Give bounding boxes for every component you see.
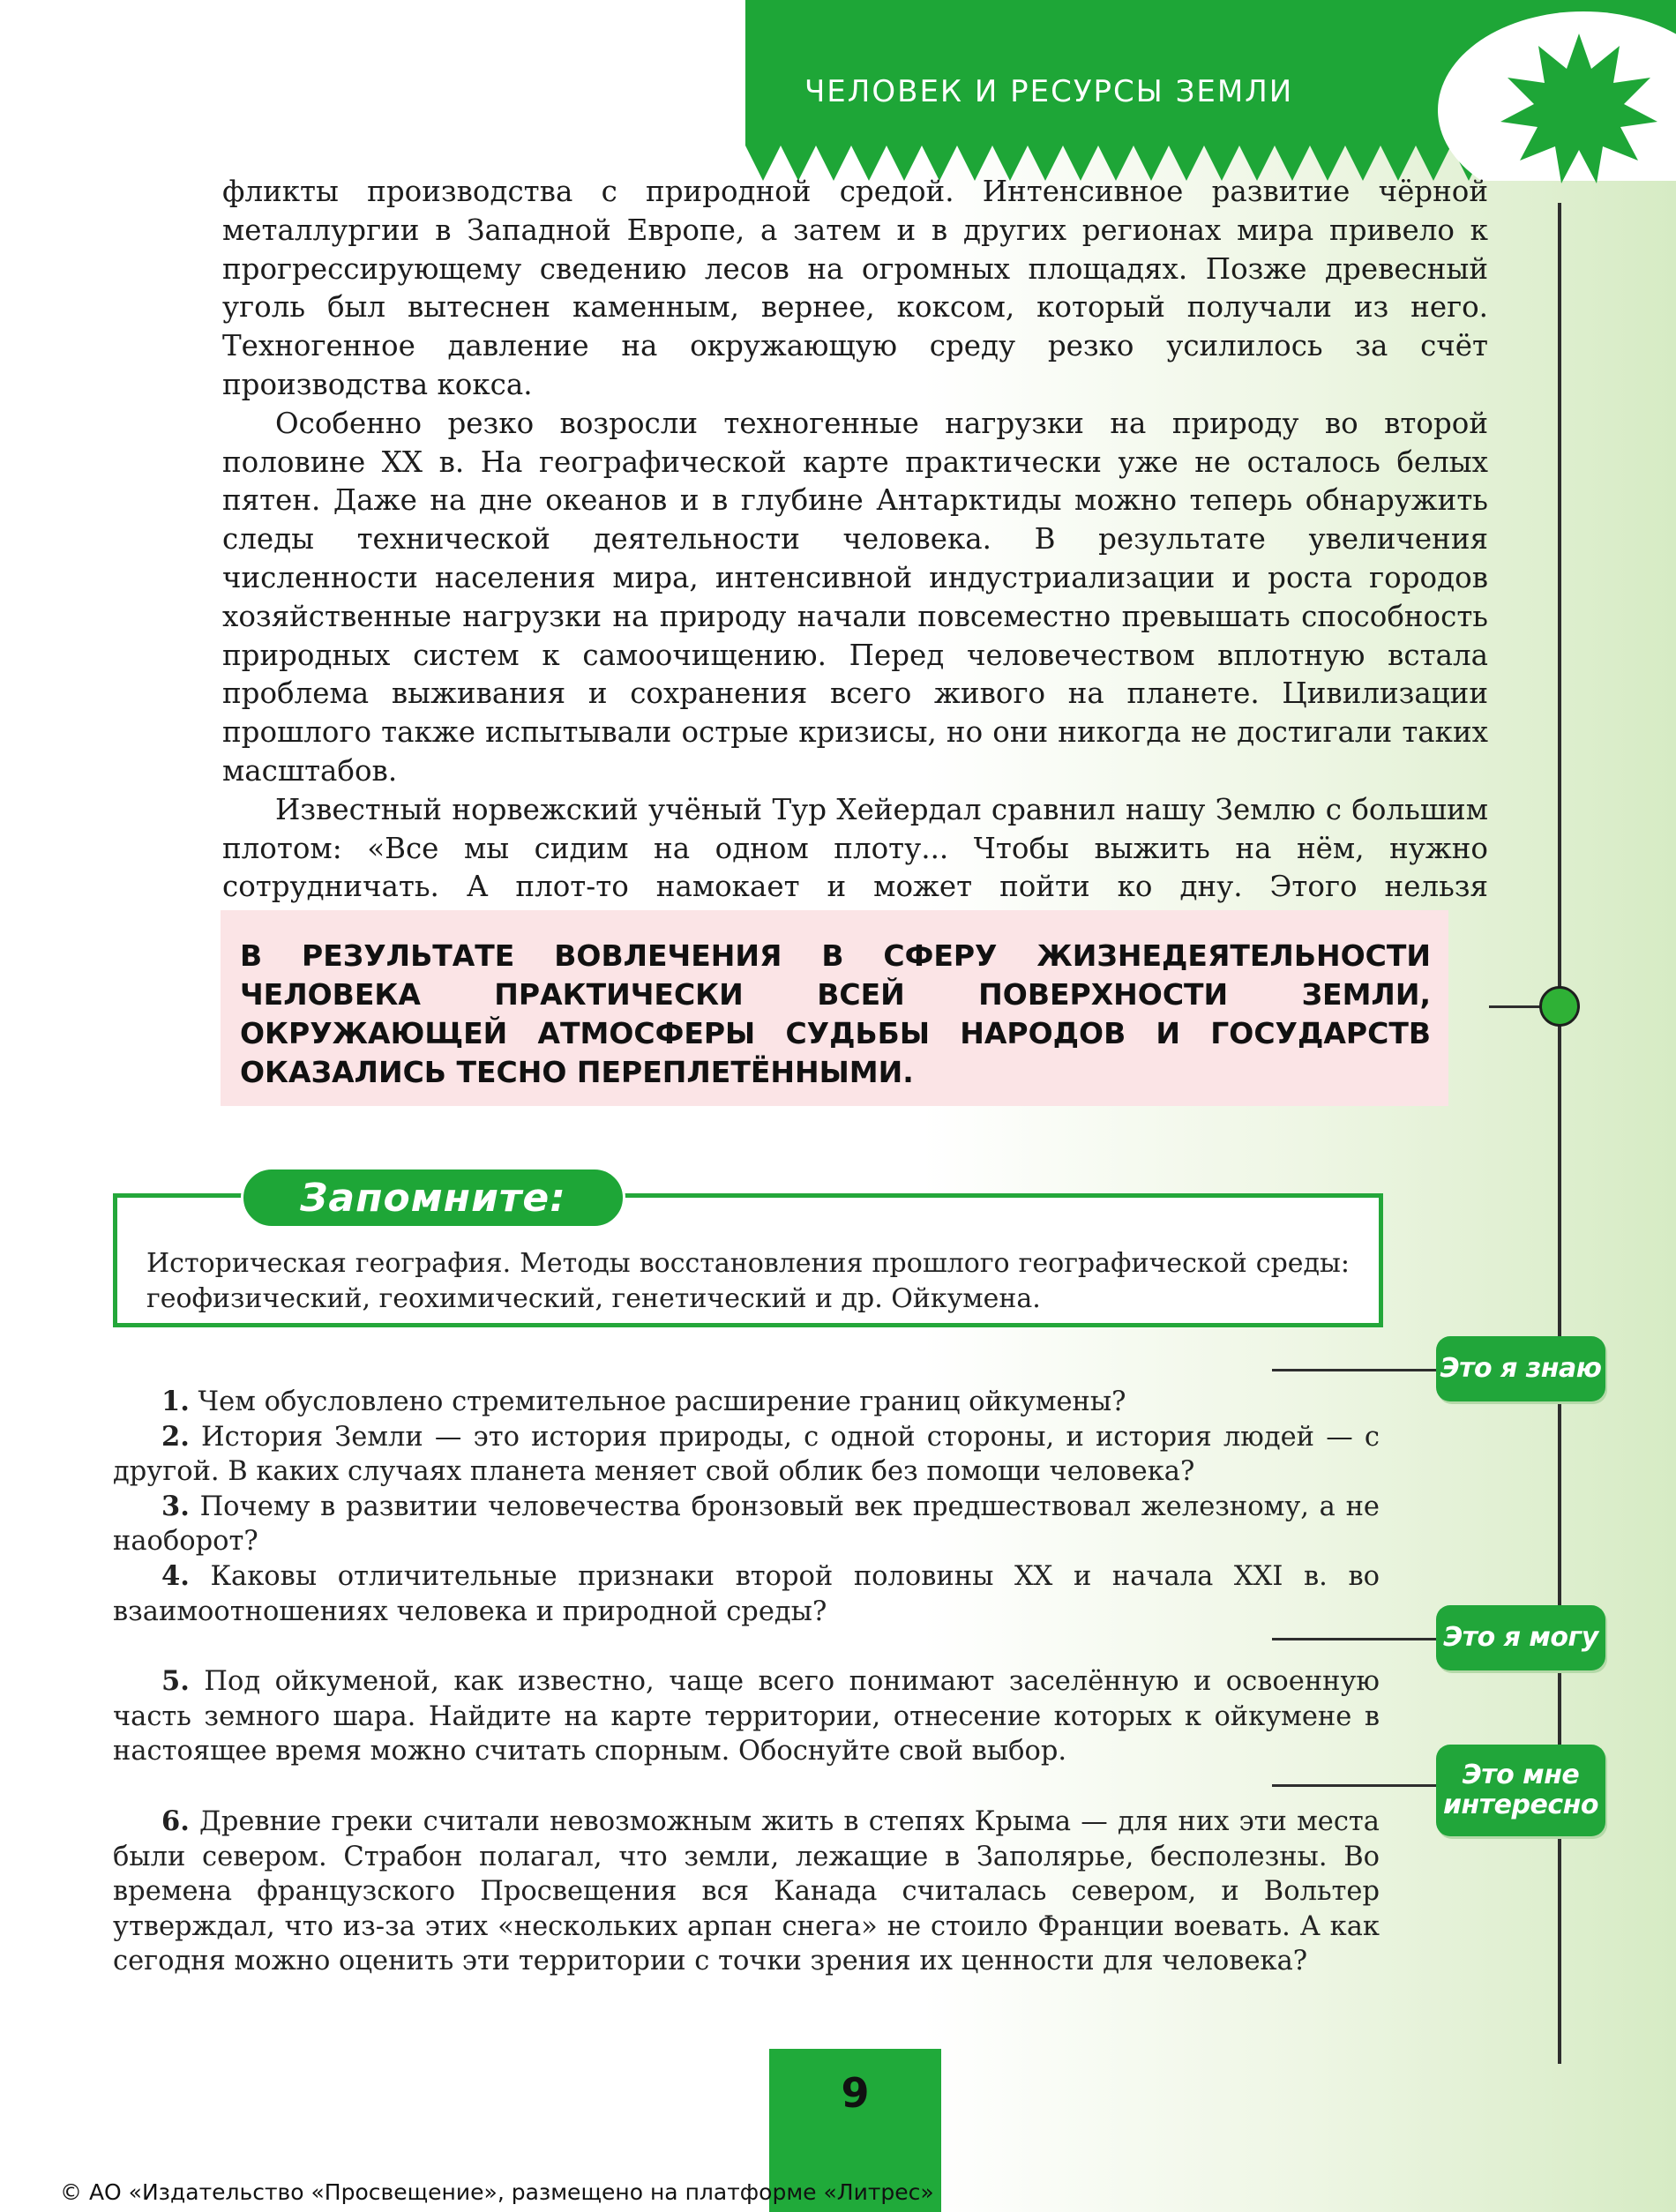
question-item xyxy=(113,1559,1380,1629)
key-statement-text: В РЕЗУЛЬТАТЕ ВОВЛЕЧЕНИЯ В СФЕРУ ЖИЗНЕДЕЯТЕЛЬНОСТИ ЧЕЛОВЕКА ПРАКТИЧЕСКИ ВСЕЙ ПОВЕРХНОСТИ ЗЕМЛИ, ОКРУЖАЮЩЕЙ АТМОСФЕРЫ СУДЬБЫ НАРОДОВ И ГОСУДАРСТВ ОКАЗАЛИСЬ ТЕСНО ПЕРЕПЛЕТЁННЫМИ. xyxy=(240,938,1431,1089)
star-emblem-icon xyxy=(1495,26,1663,194)
remember-text: Историческая география. Методы восстановления прошлого географической среды: геофизический, геохимический, генетический и др. Ойкумена. xyxy=(146,1248,1350,1314)
chapter-title: ЧЕЛОВЕК И РЕСУРСЫ ЗЕМЛИ xyxy=(804,74,1294,109)
tag-interesting-line1: Это мне xyxy=(1462,1760,1580,1790)
question-item xyxy=(113,1490,1380,1559)
tag-can-label: Это я могу xyxy=(1443,1622,1598,1653)
highlight-marker-dot xyxy=(1539,986,1580,1027)
question-item xyxy=(113,1664,1380,1769)
question-number: 4. xyxy=(161,1559,190,1592)
page-number: 9 xyxy=(769,2049,941,2212)
tag-know xyxy=(1436,1336,1605,1401)
paragraph: Известный норвежский учёный Тур Хейердал сравнил нашу Землю с большим плотом: «Все мы сидим на одном плоту... Чтобы выжить на нём, нужно сотрудничать. А плот-то намокает и может пойти ко дну. Этого нельзя xyxy=(222,792,1488,904)
tag-interesting xyxy=(1436,1745,1605,1836)
copyright-notice: © АО «Издательство «Просвещение», размещено на платформе «Литрес» xyxy=(60,2179,934,2205)
question-number: 5. xyxy=(161,1665,190,1698)
paragraph: Особенно резко возросли техногенные нагрузки на природу во второй половине XX в. На географической карте практически уже не осталось белых пятен. Даже на дне океанов и в глубине Антарктиды можно теперь обнаружить следы технической деятельности человека. В результате увеличения численности населения мира, интенсивной индустриализации и роста городов хозяйственные нагрузки на природу начали повсеместно превышать способность природных систем к самоочищению. Перед человечеством вплотную встала проблема выживания и сохранения всего живого на планете. Цивилизации прошлого также испытывали острые кризисы, но они никогда не достигали таких масштабов. xyxy=(222,406,1488,788)
body-text xyxy=(222,173,1488,945)
paragraph: фликты производства с природной средой. Интенсивное развитие чёрной металлургии в Западной Европе, а затем и в других регионах мира привело к прогрессирующему сведению лесов на огромных площадях. Позже древесный уголь был вытеснен каменным, вернее, коксом, который получали из него. Техногенное давление на окружающую среду резко усилилось за счёт производства кокса. xyxy=(222,175,1488,401)
question-text: Под ойкуменой, как известно, чаще всего понимают заселённую и освоенную часть земного шара. Найдите на карте территории, отнесение которых к ойкумене в настоящее время можно считать спорным. Обоснуйте свой выбор. xyxy=(113,1666,1380,1767)
question-item xyxy=(113,1385,1380,1420)
question-text: Почему в развитии человечества бронзовый век предшествовал железному, а не наоборот? xyxy=(113,1491,1380,1558)
know-connector xyxy=(1272,1369,1440,1371)
key-statement-box xyxy=(221,910,1448,1106)
tag-know-label: Это я знаю xyxy=(1440,1353,1602,1384)
question-text: Каковы отличительные признаки второй половины XX и начала XXI в. во взаимоотношениях человека и природной среды? xyxy=(113,1560,1380,1627)
question-number: 6. xyxy=(161,1805,190,1837)
question-text: Чем обусловлено стремительное расширение границ ойкумены? xyxy=(198,1386,1126,1417)
remember-title: Запомните: xyxy=(241,1167,625,1229)
question-text: История Земли — это история природы, с одной стороны, и история людей — с другой. В каких случаях планета меняет свой облик без помощи человека? xyxy=(113,1421,1380,1488)
question-number: 3. xyxy=(161,1490,190,1522)
question-item xyxy=(113,1805,1380,1979)
question-text: Древние греки считали невозможным жить в степях Крыма — для них эти места были севером. Страбон полагал, что земли, лежащие в Заполярье, бесполезны. Во времена французского Просвещения вся Канада считалась севером, и Вольтер утверждал, что из-за этих «нескольких арпан снега» не стоило Франции воевать. А как сегодня можно оценить эти территории с точки зрения их ценности для человека? xyxy=(113,1805,1380,1977)
tag-can xyxy=(1436,1605,1605,1670)
questions-list xyxy=(113,1385,1380,1979)
tag-interesting-line2: интересно xyxy=(1443,1790,1598,1820)
question-number: 1. xyxy=(161,1386,190,1417)
question-item xyxy=(113,1420,1380,1490)
question-number: 2. xyxy=(161,1420,190,1453)
